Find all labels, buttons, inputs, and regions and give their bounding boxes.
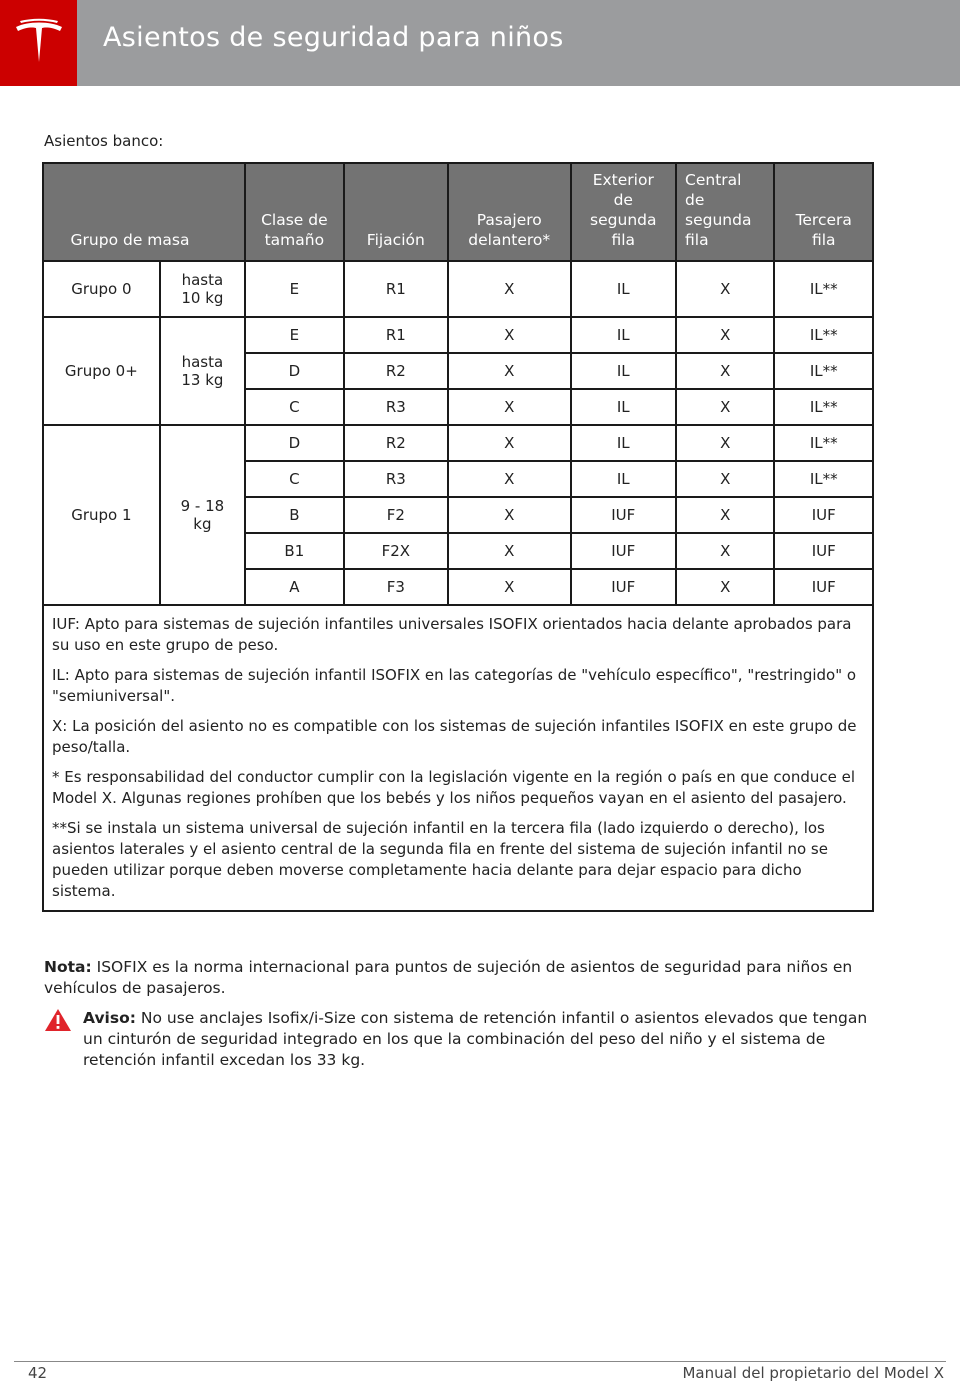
cell: IUF (571, 533, 677, 569)
cell: R3 (344, 461, 448, 497)
footer-title: Manual del propietario del Model X (682, 1364, 944, 1382)
cell: R1 (344, 317, 448, 353)
table-notes (43, 605, 873, 911)
cell: X (448, 533, 571, 569)
cell: X (448, 425, 571, 461)
note-il: IL: Apto para sistemas de sujeción infantil ISOFIX en las categorías de "vehículo específico", "restringido" o "semiuniversal". (52, 666, 857, 705)
cell: X (676, 497, 774, 533)
cell: IL (571, 389, 677, 425)
cell: R2 (344, 353, 448, 389)
cell: X (676, 569, 774, 605)
cell: F3 (344, 569, 448, 605)
header-fijacion: Fijación (344, 163, 448, 261)
cell: R3 (344, 389, 448, 425)
note-double-asterisk: **Si se instala un sistema universal de sujeción infantil en la tercera fila (lado izquierdo o derecho), los asientos laterales y el asiento central de la segunda fila en frente del sistema de sujeción infantil no se pueden utilizar porque deben moverse completamente hacia delante para dejar espacio para dicho sistema. (52, 819, 828, 900)
cell: IUF (774, 497, 873, 533)
cell: X (448, 461, 571, 497)
header-clase-de-tamano: Clase de tamaño (245, 163, 344, 261)
group-name: Grupo 0 (43, 261, 160, 317)
cell: A (245, 569, 344, 605)
cell: IL** (774, 317, 873, 353)
note-label: Nota: (44, 958, 92, 976)
cell: IUF (774, 569, 873, 605)
cell: IL (571, 261, 677, 317)
cell: E (245, 261, 344, 317)
header-central-segunda-fila: Central de segunda fila (676, 163, 774, 261)
cell: X (448, 261, 571, 317)
group-mass: hasta 10 kg (160, 261, 245, 317)
cell: IL (571, 353, 677, 389)
note-asterisk: * Es responsabilidad del conductor cumplir con la legislación vigente en la región o país en que conduce el Model X. Algunas regiones prohíben que los bebés y los niños pequeños vayan en el asiento del pasajero. (52, 768, 855, 807)
isofix-seat-table (42, 162, 874, 912)
cell: X (676, 389, 774, 425)
brand-logo (0, 0, 77, 86)
table-header-row (43, 163, 873, 261)
cell: IL (571, 425, 677, 461)
cell: E (245, 317, 344, 353)
warning-triangle-icon (44, 1008, 72, 1032)
cell: B1 (245, 533, 344, 569)
page-number: 42 (28, 1364, 48, 1382)
cell: X (676, 317, 774, 353)
cell: IL** (774, 353, 873, 389)
warning-label: Aviso: (83, 1009, 136, 1027)
cell: X (448, 317, 571, 353)
cell: IL** (774, 461, 873, 497)
footer-divider (14, 1361, 946, 1362)
cell: R1 (344, 261, 448, 317)
table-row (43, 261, 873, 317)
cell: IL (571, 461, 677, 497)
cell: IUF (774, 533, 873, 569)
cell: X (448, 497, 571, 533)
table-notes-row (43, 605, 873, 911)
warning-text: No use anclajes Isofix/i-Size con sistema de retención infantil o asientos elevados que tengan un cinturón de seguridad integrado en los que la combinación del peso del niño y el sistema de retención infantil excedan los 33 kg. (83, 1009, 868, 1069)
cell: F2 (344, 497, 448, 533)
cell: IUF (571, 569, 677, 605)
group-name: Grupo 1 (43, 425, 160, 605)
note-x: X: La posición del asiento no es compatible con los sistemas de sujeción infantiles ISOFIX en este grupo de peso/talla. (52, 717, 857, 756)
cell: R2 (344, 425, 448, 461)
page-title: Asientos de seguridad para niños (103, 22, 564, 53)
note-text: ISOFIX es la norma internacional para puntos de sujeción de asientos de seguridad para niños en vehículos de pasajeros. (44, 958, 853, 997)
cell: IUF (571, 497, 677, 533)
warning-text-container (83, 1008, 873, 1071)
cell: X (448, 389, 571, 425)
cell: X (676, 261, 774, 317)
note-paragraph (44, 957, 854, 999)
cell: X (676, 353, 774, 389)
header-exterior-segunda-fila: Exterior de segunda fila (571, 163, 677, 261)
cell: X (448, 353, 571, 389)
intro-text: Asientos banco: (44, 132, 164, 150)
header-tercera-fila: Tercera fila (774, 163, 873, 261)
cell: C (245, 389, 344, 425)
header-pasajero-delantero: Pasajero delantero* (448, 163, 571, 261)
group-mass: 9 - 18 kg (160, 425, 245, 605)
cell: IL** (774, 425, 873, 461)
tesla-logo-icon (14, 18, 64, 68)
cell: X (448, 569, 571, 605)
cell: X (676, 461, 774, 497)
group-mass: hasta 13 kg (160, 317, 245, 425)
cell: D (245, 425, 344, 461)
cell: X (676, 533, 774, 569)
cell: IL (571, 317, 677, 353)
header-grupo-de-masa: Grupo de masa (43, 163, 245, 261)
cell: IL** (774, 261, 873, 317)
page-header (0, 0, 960, 86)
cell: F2X (344, 533, 448, 569)
cell: X (676, 425, 774, 461)
cell: D (245, 353, 344, 389)
cell: C (245, 461, 344, 497)
note-iuf: IUF: Apto para sistemas de sujeción infantiles universales ISOFIX orientados hacia delante aprobados para su uso en este grupo de peso. (52, 615, 852, 654)
cell: IL** (774, 389, 873, 425)
table-row (43, 425, 873, 461)
group-name: Grupo 0+ (43, 317, 160, 425)
table-row (43, 317, 873, 353)
cell: B (245, 497, 344, 533)
